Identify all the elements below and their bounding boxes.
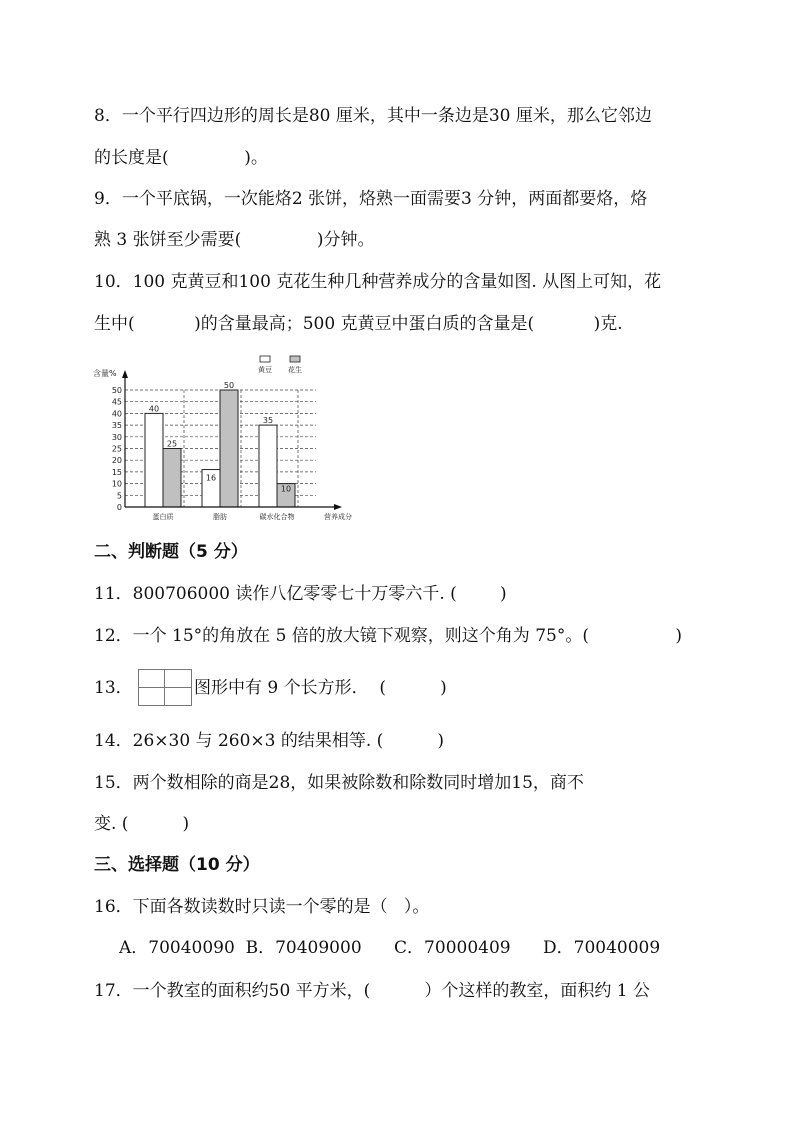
- legend-swatch-花生: [290, 356, 300, 362]
- q13-text: 图形中有 9 个长方形． ( ): [194, 678, 447, 698]
- x-axis-arrow: [334, 504, 342, 510]
- y-tick-label: 5: [116, 491, 122, 501]
- y-tick-label: 50: [111, 386, 122, 395]
- q9-line1: 9．一个平底锅，一次能烙2 张饼，烙熟一面需要3 分钟，两面都要烙，烙: [94, 189, 648, 209]
- y-tick-label: 25: [111, 444, 122, 454]
- legend-swatch-黄豆: [260, 356, 270, 362]
- y-tick-label: 15: [111, 467, 122, 477]
- y-tick-label: 40: [111, 409, 122, 419]
- bar-黄豆: [259, 425, 277, 507]
- q12: 12．一个 15°的角放在 5 倍的放大镜下观察，则这个角为 75°。( ): [94, 626, 683, 646]
- y-tick-label: 0: [116, 503, 122, 512]
- q10-line2: 生中( )的含量最高；500 克黄豆中蛋白质的含量是( )克.: [94, 314, 623, 334]
- bar-花生: [220, 390, 238, 507]
- nutrition-bar-chart: [88, 350, 358, 530]
- bar-value-label: 50: [223, 381, 235, 390]
- q11: 11．800706000 读作八亿零零七十万零六千. ( ): [94, 584, 507, 604]
- y-axis-label: 含量%: [93, 369, 117, 378]
- category-label: 脂肪: [213, 513, 227, 521]
- bar-黄豆: [145, 413, 163, 507]
- legend-label-黄豆: 黄豆: [258, 366, 272, 374]
- bar-value-label: 10: [280, 484, 292, 494]
- section2-title: 二、判断题（5 分）: [94, 542, 248, 562]
- bar-value-label: 35: [262, 416, 274, 426]
- y-axis-arrow: [122, 370, 128, 378]
- section3-title: 三、选择题（10 分）: [94, 855, 260, 875]
- q14: 14．26×30 与 260×3 的结果相等. ( ): [94, 731, 444, 751]
- q13-prefix: 13．: [94, 678, 133, 698]
- q16-options: A．70040090 B．70409000 C．70000409 D．70040009: [119, 938, 661, 958]
- y-tick-label: 45: [111, 397, 122, 407]
- bar-花生: [163, 449, 181, 508]
- y-tick-label: 35: [111, 421, 122, 431]
- category-label: 碳水化合物: [259, 513, 295, 521]
- category-label: 蛋白质: [152, 513, 174, 521]
- chart-legend: [258, 356, 302, 374]
- x-axis-label: 营养成分: [324, 513, 352, 521]
- q8-line2: 的长度是( )。: [94, 148, 268, 168]
- q16: 16．下面各数读数时只读一个零的是（ ）。: [94, 897, 430, 917]
- q15-line2: 变. ( ): [94, 814, 190, 834]
- q17: 17．一个教室的面积约50 平方米，( ）个这样的教室，面积约 1 公: [94, 981, 650, 1001]
- bar-value-label: 25: [166, 439, 178, 449]
- y-tick-label: 30: [111, 432, 122, 442]
- q15-line1: 15．两个数相除的商是28，如果被除数和除数同时增加15，商不: [94, 773, 584, 793]
- q10-line1: 10．100 克黄豆和100 克花生种几种营养成分的含量如图. 从图上可知，花: [94, 272, 662, 292]
- q9-line2: 熟 3 张饼至少需要( )分钟。: [94, 230, 375, 250]
- bar-value-label: 16: [205, 473, 217, 483]
- y-tick-label: 10: [111, 479, 122, 489]
- legend-label-花生: 花生: [288, 366, 302, 374]
- bar-value-label: 40: [148, 404, 160, 414]
- y-tick-label: 20: [111, 456, 122, 466]
- q8-line1: 8．一个平行四边形的周长是80 厘米，其中一条边是30 厘米，那么它邻边: [94, 106, 652, 126]
- q13-rectangle-figure: [138, 669, 192, 706]
- chart-bars: [145, 390, 295, 507]
